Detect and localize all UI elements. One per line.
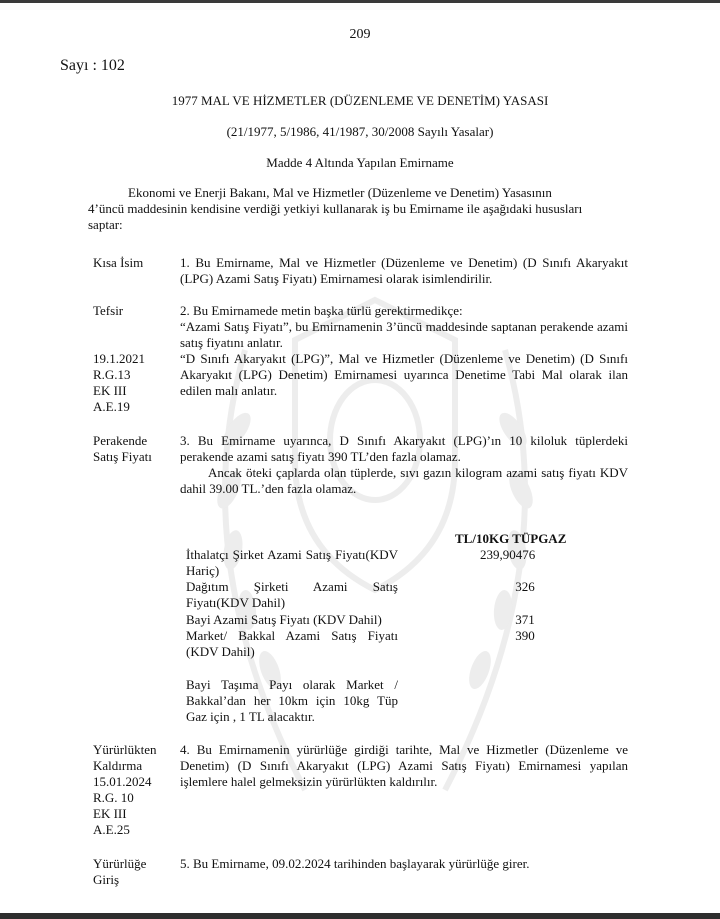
kisa-isim-text: 1. Bu Emirname, Mal ve Hizmetler (Düzenleme ve Denetim) (D Sınıfı Akaryakıt (LPG) Azami Satış Fiyatı) Emirnamesi olarak isimlendirilir. [180, 255, 628, 286]
tefsir-block [180, 303, 628, 399]
intro-line-1: Ekonomi ve Enerji Bakanı, Mal ve Hizmetler (Düzenleme ve Denetim) Yasasının [128, 185, 552, 200]
perakende-label-1: Perakende [93, 433, 148, 448]
issue-number: Sayı : 102 [60, 57, 125, 74]
kisa-isim-label: Kısa İsim [93, 255, 144, 270]
repeal-ref-rg: R.G. 10 [93, 790, 134, 805]
repeal-ref-ae: A.E.25 [93, 822, 130, 837]
perakende-text-1: 3. Bu Emirname uyarınca, D Sınıfı Akaryakıt (LPG)’ın 10 kiloluk tüplerdeki perakende azami satış fiyatı 390 TL’den fazla olamaz. [180, 433, 628, 464]
tefsir-text-2: “Azami Satış Fiyatı”, bu Emirnamenin 3’üncü maddesinde saptanan perakende azami satış fiyatını anlatır. [180, 319, 628, 350]
perakende-label [93, 433, 173, 465]
top-border [0, 0, 720, 3]
repeal-label-1: Yürürlükten [93, 742, 157, 757]
madde-heading: Madde 4 Altında Yapılan Emirname [266, 155, 454, 170]
bottom-border [0, 913, 720, 919]
table-row-dealer-value: 371 [515, 612, 535, 627]
price-table-header: TL/10KG TÜPGAZ [455, 531, 567, 546]
tefsir-ref-ae: A.E.19 [93, 399, 130, 414]
perakende-block [180, 433, 628, 497]
tefsir-text-1: 2. Bu Emirnamede metin başka türlü gerektirmedikçe: [180, 303, 463, 318]
table-row-market-value: 390 [515, 628, 535, 643]
table-row-market-label: Market/ Bakkal Azami Satış Fiyatı (KDV Dahil) [186, 628, 398, 659]
law-acts: (21/1977, 5/1986, 41/1987, 30/2008 Sayılı Yasalar) [226, 124, 494, 139]
commencement-label [93, 856, 173, 888]
tefsir-ref-date: 19.1.2021 [93, 351, 145, 366]
perakende-label-2: Satış Fiyatı [93, 449, 152, 464]
tefsir-reference [93, 351, 173, 415]
table-row-importer-label: İthalatçı Şirket Azami Satış Fiyatı(KDV Hariç) [186, 547, 398, 578]
tefsir-ref-rg: R.G.13 [93, 367, 131, 382]
tefsir-ref-ek: EK III [93, 383, 127, 398]
law-title: 1977 MAL VE HİZMETLER (DÜZENLEME VE DENETİM) YASASI [171, 93, 549, 108]
repeal-ref-date: 15.01.2024 [93, 774, 152, 789]
table-row-dealer-label: Bayi Azami Satış Fiyatı (KDV Dahil) [186, 612, 382, 627]
commencement-text: 5. Bu Emirname, 09.02.2024 tarihinden başlayarak yürürlüğe girer. [180, 856, 530, 871]
commencement-label-1: Yürürlüğe [93, 856, 147, 871]
intro-paragraph [88, 185, 623, 233]
page-number: 209 [349, 27, 371, 42]
repeal-label [93, 742, 173, 838]
tefsir-label: Tefsir [93, 303, 124, 318]
table-row-distributor-value: 326 [515, 579, 535, 594]
intro-line-2: 4’üncü maddesinin kendisine verdiği yetkiyi kullanarak iş bu Emirname ile aşağıdaki hususları [88, 201, 583, 216]
table-row-distributor-label: Dağıtım Şirketi Azami Satış Fiyatı(KDV Dahil) [186, 579, 398, 610]
perakende-text-2: Ancak öteki çaplarda olan tüplerde, sıvı gazın kilogram azami satış fiyatı KDV dahil 39.00 TL.’den fazla olamaz. [180, 465, 628, 496]
table-row-importer-value: 239,90476 [480, 547, 536, 562]
repeal-ref-ek: EK III [93, 806, 127, 821]
repeal-label-2: Kaldırma [93, 758, 143, 773]
repeal-text: 4. Bu Emirnamenin yürürlüğe girdiği tarihte, Mal ve Hizmetler (Düzenleme ve Denetim) (D Sınıfı Akaryakıt (LPG) Azami Satış Fiyatı) Emirnamesi yapılan işlemlere halel gelmeksizin yürürlükten kaldırılır. [180, 742, 628, 789]
tefsir-text-3: “D Sınıfı Akaryakıt (LPG)”, Mal ve Hizmetler (Düzenleme ve Denetim) (D Sınıfı Akaryakıt (LPG) Denetim) Emirnamesi uyarınca Denetime Tabi Mal olarak ilan edilen malı anlatır. [180, 351, 628, 398]
transport-share-note: Bayi Taşıma Payı olarak Market / Bakkal’dan her 10km için 10kg Tüp Gaz için , 1 TL alacaktır. [186, 677, 398, 724]
commencement-label-2: Giriş [93, 872, 119, 887]
intro-line-3: saptar: [88, 217, 123, 232]
